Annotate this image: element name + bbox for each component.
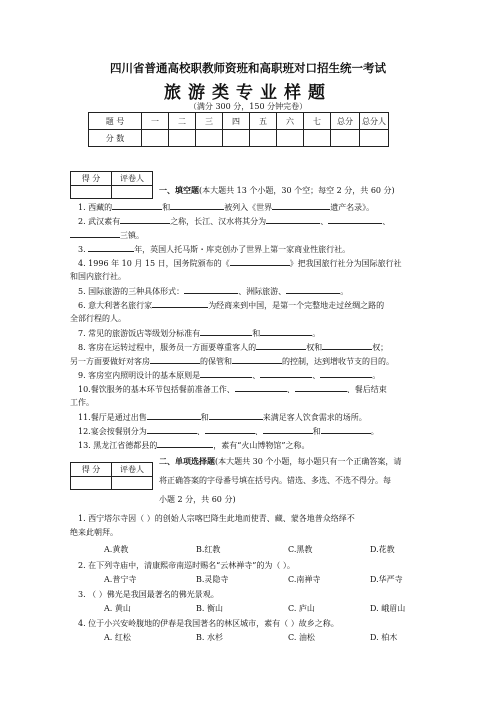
answer-blank[interactable] xyxy=(321,424,371,434)
grader-box xyxy=(70,462,153,490)
mc-option[interactable]: B.红教 xyxy=(196,545,221,554)
mc-option[interactable]: A. 红松 xyxy=(104,633,131,642)
answer-blank[interactable] xyxy=(184,284,238,294)
question-4: 4. 1996 年 10 月 15 日，国务院颁布的《 》把我国旅行社分为国际旅行社 xyxy=(78,256,442,271)
mc-question-4: 4. 位于小兴安岭腹地的伊春是我国著名的林区城市，素有（ ）故乡之称。 xyxy=(78,619,339,628)
grader-name-entry[interactable] xyxy=(112,477,153,490)
answer-blank[interactable] xyxy=(147,424,197,434)
answer-blank[interactable] xyxy=(170,200,224,210)
answer-blank[interactable] xyxy=(320,368,372,378)
score-table-cell: 分 数 xyxy=(89,130,142,147)
mc-option[interactable]: D.花教 xyxy=(370,545,395,554)
mc-question-1-cont: 绝来此朝拜。 xyxy=(70,528,118,537)
score-table-cell: 总分 xyxy=(331,113,360,130)
question-8-cont: 另一方面要做好对客房 的保管和 的控制，达到增收节支的目的。 xyxy=(70,354,442,369)
question-8: 8. 客房在运转过程中，服务员一方面要尊重客人的 权和 权； xyxy=(78,340,442,355)
grader-name-label: 评卷人 xyxy=(112,463,153,477)
exam-subtitle: （满分 300 分，150 分钟完卷） xyxy=(188,102,308,111)
mc-option[interactable]: A. 黄山 xyxy=(104,604,131,613)
mc-option[interactable]: B. 衡山 xyxy=(196,604,223,613)
mc-option[interactable]: C. 庐山 xyxy=(288,604,315,613)
answer-blank[interactable] xyxy=(88,242,134,252)
section1-title: 一、填空题 xyxy=(159,185,199,195)
score-table-cell: 二 xyxy=(169,113,196,130)
grader-name-entry[interactable] xyxy=(112,186,153,199)
answer-blank[interactable] xyxy=(70,228,120,238)
question-5: 5. 国际旅游的三种具体形式： 、洲际旅游、 。 xyxy=(78,284,442,299)
answer-blank[interactable] xyxy=(286,284,340,294)
score-table-cell: 题 号 xyxy=(89,113,142,130)
score-entry-cell[interactable] xyxy=(277,130,304,147)
answer-blank[interactable] xyxy=(328,214,382,224)
mc-option[interactable]: D. 峨眉山 xyxy=(370,604,406,613)
grader-score-label: 得 分 xyxy=(71,172,112,186)
score-table-score-row xyxy=(89,130,389,147)
answer-blank[interactable] xyxy=(260,368,312,378)
question-2: 2. 武汉素有 之称，长江、汉水将其分为 、 、 xyxy=(78,214,442,229)
question-3: 3. 年，英国人托马斯・库克创办了世界上第一家商业性旅行社。 xyxy=(78,242,442,257)
grader-score-entry[interactable] xyxy=(71,477,112,490)
mc-option[interactable]: A.普宁寺 xyxy=(104,575,137,584)
score-entry-cell[interactable] xyxy=(250,130,277,147)
score-table-cell: 三 xyxy=(196,113,223,130)
question-13: 13. 黑龙江省德都县的 ，素有“火山博物馆”之称。 xyxy=(78,438,442,453)
grader-name-label: 评卷人 xyxy=(112,172,153,186)
score-entry-cell[interactable] xyxy=(360,130,389,147)
answer-blank[interactable] xyxy=(200,368,252,378)
mc-option[interactable]: C. 油松 xyxy=(288,633,315,642)
answer-blank[interactable] xyxy=(272,200,330,210)
question-6-cont: 全部行程的人。 xyxy=(70,314,126,323)
answer-blank[interactable] xyxy=(152,298,208,308)
answer-blank[interactable] xyxy=(147,410,201,420)
exam-title: 四川省普通高校职教师资班和高职班对口招生统一考试 xyxy=(110,61,386,75)
score-table xyxy=(88,112,389,147)
question-12: 12.宴会按餐别分为 、 、 和 。 xyxy=(78,424,442,439)
score-entry-cell[interactable] xyxy=(223,130,250,147)
question-1: 1. 西藏的 和 被列入《世界 遗产名录》。 xyxy=(78,200,442,215)
score-table-header-row xyxy=(89,113,389,130)
score-entry-cell[interactable] xyxy=(304,130,331,147)
answer-blank[interactable] xyxy=(266,214,320,224)
mc-option[interactable]: D. 柏木 xyxy=(370,633,398,642)
question-4-cont: 和国内旅行社。 xyxy=(70,272,126,281)
answer-blank[interactable] xyxy=(205,424,255,434)
section2-title: 二、单项选择题 xyxy=(159,456,215,466)
score-entry-cell[interactable] xyxy=(196,130,223,147)
section2-heading: 二、单项选择题(本大题共 30 个小题，每小题只有一个正确答案，请 将正确答案的字母番号填在括号内。错选、多选、不选不得分。每 小题 2 分，共 60 分) xyxy=(159,456,402,504)
grader-score-label: 得 分 xyxy=(71,463,112,477)
section1-heading xyxy=(159,183,459,198)
grader-score-entry[interactable] xyxy=(71,186,112,199)
score-table-cell: 六 xyxy=(277,113,304,130)
mc-option[interactable]: C.南禅寺 xyxy=(288,575,321,584)
question-10-cont: 工作。 xyxy=(70,398,94,407)
question-11: 11.餐厅是通过出售 和 来满足客人饮食需求的场所。 xyxy=(78,410,442,425)
answer-blank[interactable] xyxy=(209,410,263,420)
question-6: 6. 意大利著名旅行家 为经商来到中国，是第一个完整地走过丝绸之路的 xyxy=(78,298,442,313)
subject-title: 旅游类专业样题 xyxy=(164,83,332,103)
section1-desc: (本大题共 13 个小题，30 个空；每空 2 分，共 60 分) xyxy=(199,186,395,195)
mc-option[interactable]: D.华严寺 xyxy=(370,575,403,584)
score-table-cell: 总分人 xyxy=(360,113,389,130)
answer-blank[interactable] xyxy=(295,382,347,392)
mc-question-3: 3. （ ）佛光是我国最著名的佛光景观。 xyxy=(78,590,219,599)
answer-blank[interactable] xyxy=(235,382,287,392)
answer-blank[interactable] xyxy=(150,354,200,364)
mc-option[interactable]: B.灵隐寺 xyxy=(196,575,229,584)
answer-blank[interactable] xyxy=(157,438,213,448)
answer-blank[interactable] xyxy=(112,200,162,210)
answer-blank[interactable] xyxy=(260,326,312,336)
answer-blank[interactable] xyxy=(120,214,170,224)
mc-question-1: 1. 西宁塔尔寺因（ ）的创始人宗喀巴降生此地而使青、藏、蒙各地普众络绎不 xyxy=(78,514,355,523)
question-9: 9. 客房室内照明设计的基本原则是 、 、 。 xyxy=(78,368,442,383)
score-entry-cell[interactable] xyxy=(169,130,196,147)
mc-question-2: 2. 在下列寺庙中，清康熙帝南巡时赐名“云林禅寺”的为（ ）。 xyxy=(78,561,295,570)
score-table-cell: 五 xyxy=(250,113,277,130)
score-table-cell: 一 xyxy=(142,113,169,130)
score-table-cell: 七 xyxy=(304,113,331,130)
answer-blank[interactable] xyxy=(263,424,313,434)
grader-box xyxy=(70,171,153,199)
answer-blank[interactable] xyxy=(200,326,252,336)
answer-blank[interactable] xyxy=(230,256,290,266)
question-7: 7. 常见的旅游饭店等级划分标准有 和 。 xyxy=(78,326,442,341)
question-10: 10.餐饮服务的基本环节包括餐前准备工作、 、 、餐后结束 xyxy=(78,382,442,397)
answer-blank[interactable] xyxy=(322,340,372,350)
answer-blank[interactable] xyxy=(256,340,306,350)
score-entry-cell[interactable] xyxy=(142,130,169,147)
answer-blank[interactable] xyxy=(232,354,282,364)
score-entry-cell[interactable] xyxy=(331,130,360,147)
mc-option[interactable]: A.黄教 xyxy=(104,545,129,554)
mc-option[interactable]: C.黑教 xyxy=(288,545,313,554)
mc-option[interactable]: B. 水杉 xyxy=(196,633,223,642)
question-2-cont: 三镇。 xyxy=(70,228,434,243)
score-table-cell: 四 xyxy=(223,113,250,130)
